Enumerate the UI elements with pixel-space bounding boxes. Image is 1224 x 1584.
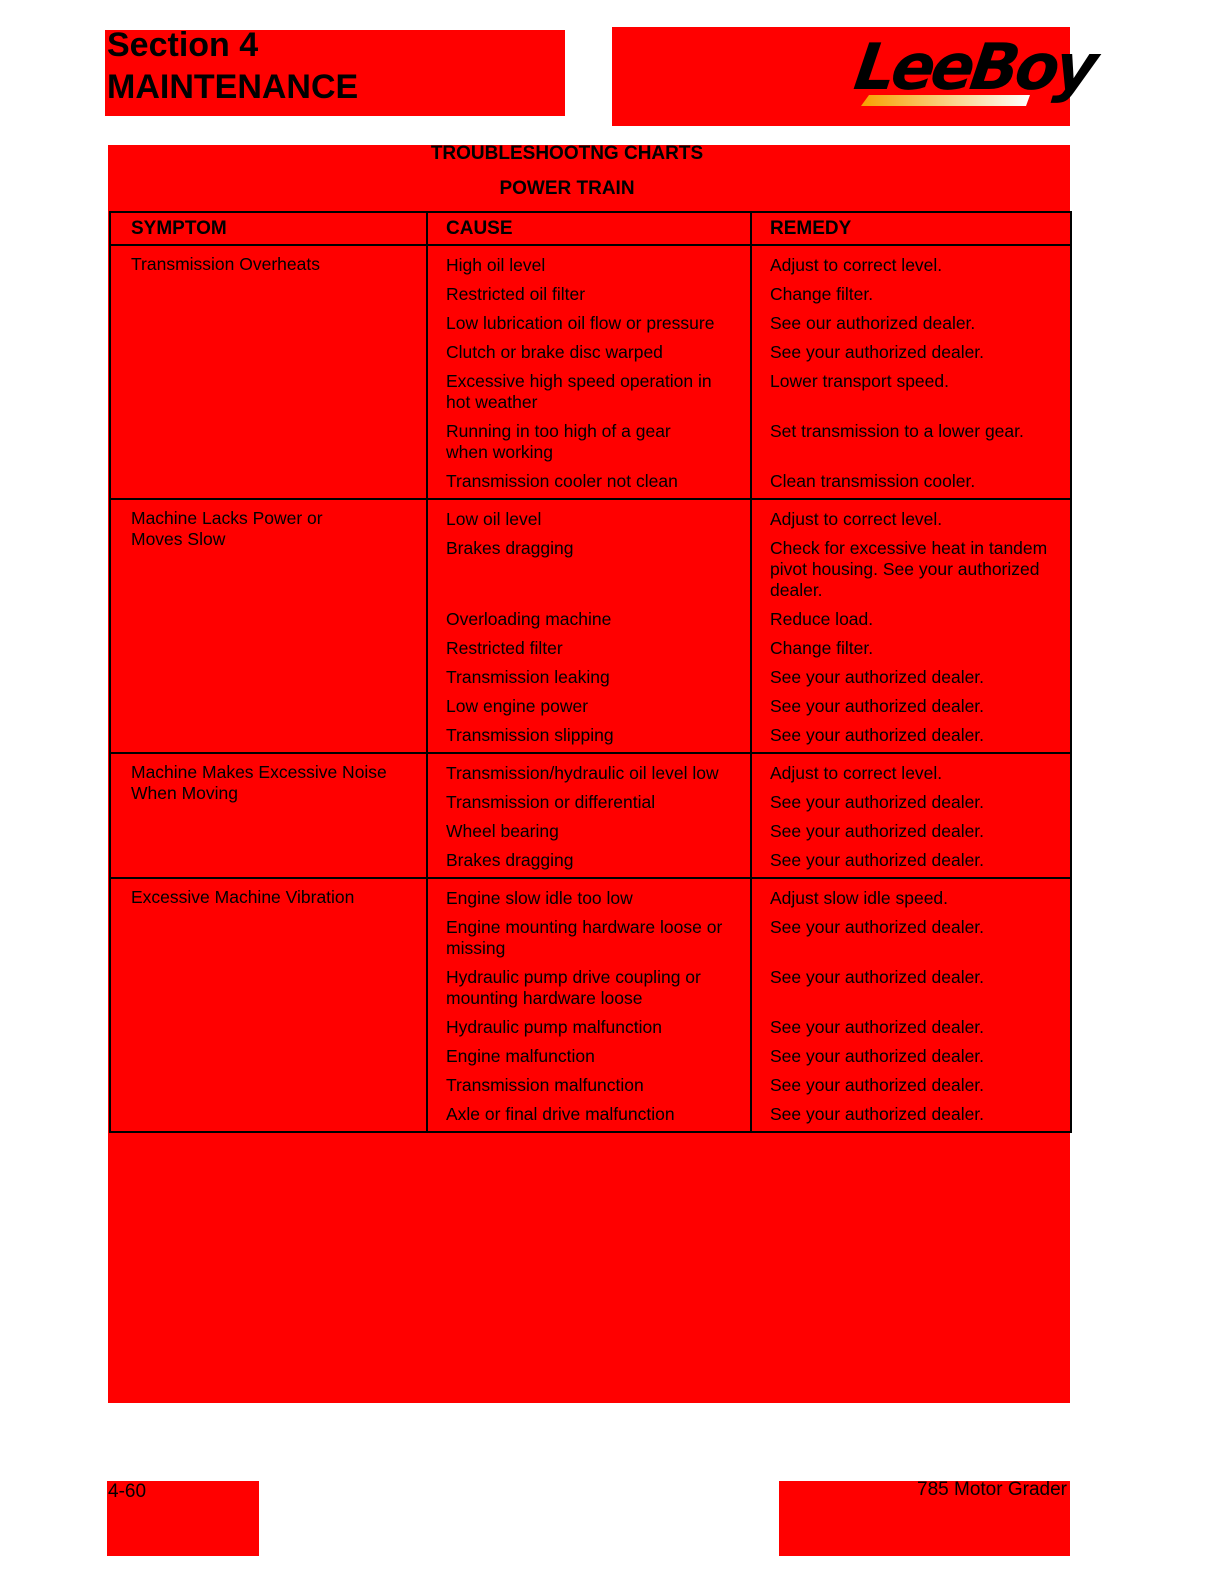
remedy-text: Change filter. (770, 638, 874, 658)
remedy-text: See your authorized dealer. (770, 1104, 985, 1124)
remedy-item (770, 538, 1070, 601)
remedy-text: Lower transport speed. (770, 371, 949, 391)
remedy-text: Adjust slow idle speed. (770, 888, 949, 908)
remedy-text: Set transmission to a lower gear. (770, 421, 1024, 441)
cause-item (446, 509, 750, 530)
table-row (110, 245, 1071, 499)
remedy-item (770, 609, 1070, 630)
footer-left-block (107, 1481, 259, 1556)
remedy-text: See your authorized dealer. (770, 967, 985, 987)
cause-text: Transmission/hydraulic oil level low (446, 763, 719, 783)
remedy-item (770, 284, 1070, 305)
cause-text: Engine malfunction (446, 1046, 595, 1066)
cause-item (446, 638, 750, 659)
table-header-row (110, 212, 1071, 245)
symptom-text: Machine Makes Excessive Noise (131, 762, 387, 782)
remedy-text: See your authorized dealer. (770, 850, 985, 870)
remedy-item (770, 667, 1070, 688)
remedy-text: See your authorized dealer. (770, 696, 985, 716)
cause-text: Low engine power (446, 696, 589, 716)
remedy-item (770, 313, 1070, 334)
remedy-item (770, 763, 1070, 784)
cause-item (446, 284, 750, 305)
cause-text: Overloading machine (446, 609, 612, 629)
cause-item (446, 725, 750, 746)
cause-text: Excessive high speed operation in (446, 371, 712, 391)
table-row (110, 499, 1071, 753)
cause-item (446, 763, 750, 784)
remedy-item (770, 342, 1070, 363)
table-row (110, 753, 1071, 878)
column-header-symptom: SYMPTOM (110, 212, 427, 245)
cause-text: Hydraulic pump malfunction (446, 1017, 662, 1037)
remedy-item (770, 638, 1070, 659)
remedy-text: See your authorized dealer. (770, 1046, 985, 1066)
logo-text: LeeBoy (850, 30, 1099, 105)
remedy-text: See your authorized dealer. (770, 342, 985, 362)
section-label: Section 4 (107, 26, 259, 64)
remedy-text: Check for excessive heat in tandem (770, 538, 1048, 558)
remedy-text: See your authorized dealer. (770, 725, 985, 745)
leeboy-logo (850, 27, 1099, 113)
cause-text: Engine slow idle too low (446, 888, 633, 908)
remedy-text: See your authorized dealer. (770, 821, 985, 841)
cause-item (446, 255, 750, 276)
chart-subtitle: POWER TRAIN (499, 178, 635, 199)
symptom-cell (110, 753, 427, 878)
column-header-cause: CAUSE (427, 212, 751, 245)
remedy-item (770, 917, 1070, 959)
cause-text: Running in too high of a gear (446, 421, 671, 441)
remedy-item (770, 1104, 1070, 1125)
remedy-item (770, 1017, 1070, 1038)
cause-text: Low lubrication oil flow or pressure (446, 313, 715, 333)
cause-text: Restricted oil filter (446, 284, 586, 304)
cause-text: Brakes dragging (446, 850, 574, 870)
cause-item (446, 667, 750, 688)
cause-text: Axle or final drive malfunction (446, 1104, 675, 1124)
remedy-item (770, 850, 1070, 871)
troubleshooting-block (108, 145, 1070, 1403)
remedy-item (770, 1075, 1070, 1096)
cause-text: Hydraulic pump drive coupling or (446, 967, 701, 987)
cause-text: missing (446, 938, 506, 958)
remedy-item (770, 255, 1070, 276)
symptom-text: Excessive Machine Vibration (131, 887, 355, 907)
remedy-cell (751, 878, 1071, 1132)
remedy-text: Adjust to correct level. (770, 509, 943, 529)
cause-text: Transmission cooler not clean (446, 471, 678, 491)
cause-text: Clutch or brake disc warped (446, 342, 663, 362)
cause-item (446, 609, 750, 630)
remedy-item (770, 696, 1070, 717)
cause-text: when working (446, 442, 553, 462)
symptom-text: Moves Slow (131, 529, 226, 549)
symptom-cell (110, 245, 427, 499)
cause-text: mounting hardware loose (446, 988, 643, 1008)
cause-item (446, 967, 750, 1009)
cause-item (446, 1104, 750, 1125)
model-name: 785 Motor Grader (917, 1479, 1067, 1500)
cause-text: Engine mounting hardware loose or (446, 917, 723, 937)
cause-text: Wheel bearing (446, 821, 559, 841)
remedy-text: See your authorized dealer. (770, 1017, 985, 1037)
cause-item (446, 850, 750, 871)
cause-text: High oil level (446, 255, 546, 275)
cause-item (446, 821, 750, 842)
cause-item (446, 313, 750, 334)
symptom-text: Machine Lacks Power or (131, 508, 323, 528)
cause-cell (427, 878, 751, 1132)
cause-text: Low oil level (446, 509, 542, 529)
cause-item (446, 421, 750, 463)
remedy-text: Reduce load. (770, 609, 874, 629)
remedy-item (770, 1046, 1070, 1067)
header-logo-block (612, 27, 1099, 126)
remedy-text: dealer. (770, 580, 823, 600)
remedy-text: See your authorized dealer. (770, 792, 985, 812)
cause-text: Transmission leaking (446, 667, 610, 687)
cause-text: Transmission or differential (446, 792, 656, 812)
remedy-item (770, 471, 1070, 492)
remedy-item (770, 421, 1070, 463)
chart-title: TROUBLESHOOTNG CHARTS (430, 143, 704, 164)
cause-item (446, 888, 750, 909)
remedy-item (770, 888, 1070, 909)
remedy-text: Change filter. (770, 284, 874, 304)
cause-item (446, 371, 750, 413)
remedy-item (770, 967, 1070, 1009)
cause-text: hot weather (446, 392, 538, 412)
symptom-cell (110, 878, 427, 1132)
cause-item (446, 342, 750, 363)
cause-text: Transmission slipping (446, 725, 614, 745)
table-row (110, 878, 1071, 1132)
cause-cell (427, 753, 751, 878)
cause-cell (427, 499, 751, 753)
remedy-text: Adjust to correct level. (770, 255, 943, 275)
remedy-text: See our authorized dealer. (770, 313, 976, 333)
cause-item (446, 471, 750, 492)
symptom-text: Transmission Overheats (131, 254, 320, 274)
remedy-item (770, 509, 1070, 530)
header-section-block (105, 26, 565, 116)
cause-text: Brakes dragging (446, 538, 574, 558)
section-title: MAINTENANCE (107, 68, 359, 106)
page-number: 4-60 (108, 1481, 147, 1502)
cause-item (446, 538, 750, 601)
column-header-remedy: REMEDY (751, 212, 1071, 245)
remedy-text: See your authorized dealer. (770, 667, 985, 687)
remedy-text: Adjust to correct level. (770, 763, 943, 783)
cause-text: Restricted filter (446, 638, 563, 658)
remedy-item (770, 725, 1070, 746)
cause-text: Transmission malfunction (446, 1075, 644, 1095)
cause-item (446, 917, 750, 959)
cause-cell (427, 245, 751, 499)
remedy-text: See your authorized dealer. (770, 1075, 985, 1095)
cause-item (446, 1017, 750, 1038)
remedy-item (770, 792, 1070, 813)
cause-item (446, 792, 750, 813)
remedy-text: pivot housing. See your authorized (770, 559, 1040, 579)
cause-item (446, 696, 750, 717)
cause-item (446, 1046, 750, 1067)
troubleshooting-table (109, 211, 1072, 1133)
symptom-text: When Moving (131, 783, 238, 803)
remedy-text: See your authorized dealer. (770, 917, 985, 937)
cause-item (446, 1075, 750, 1096)
remedy-item (770, 821, 1070, 842)
remedy-text: Clean transmission cooler. (770, 471, 976, 491)
remedy-item (770, 371, 1070, 413)
remedy-cell (751, 499, 1071, 753)
remedy-cell (751, 245, 1071, 499)
symptom-cell (110, 499, 427, 753)
remedy-cell (751, 753, 1071, 878)
footer-right-block (779, 1481, 1070, 1556)
